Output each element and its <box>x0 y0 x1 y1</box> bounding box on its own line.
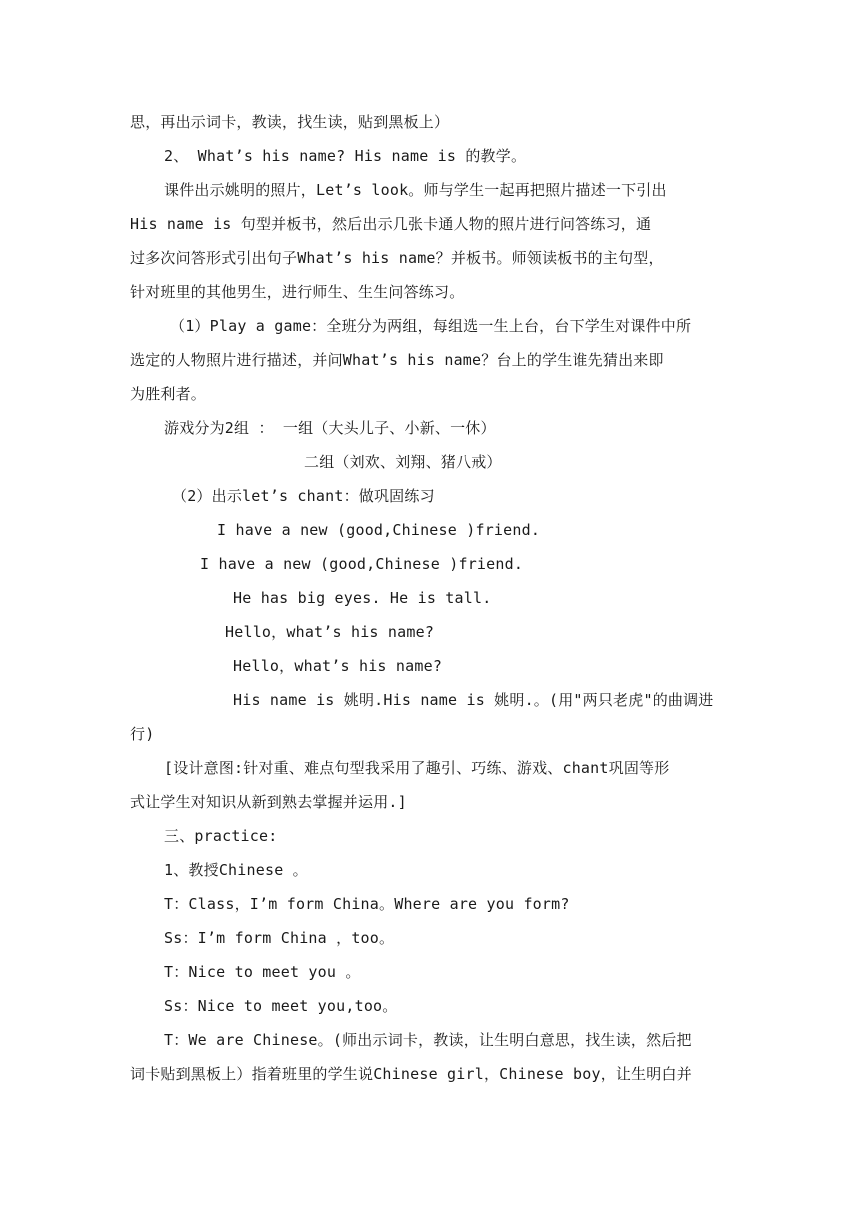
text-line: 针对班里的其他男生，进行师生、生生问答练习。 <box>130 283 465 301</box>
text-line: T：Class，I’m form China。Where are you form? <box>164 895 570 913</box>
text-line: 课件出示姚明的照片，Let’s look。师与学生一起再把照片描述一下引出 <box>164 181 667 199</box>
text-line: 思，再出示词卡，教读，找生读，贴到黑板上） <box>130 113 450 131</box>
text-line: （2）出示let’s chant：做巩固练习 <box>172 487 435 505</box>
text-line: 词卡贴到黑板上）指着班里的学生说Chinese girl，Chinese boy，让生明白并 <box>130 1065 692 1083</box>
text-line: His name is 姚明.His name is 姚明.。(用"两只老虎"的曲调进 <box>233 691 714 709</box>
text-line: 式让学生对知识从新到熟去掌握并运用.] <box>130 793 407 811</box>
text-line: 游戏分为2组 ： 一组（大头儿子、小新、一休） <box>164 419 496 437</box>
text-line: 1、教授Chinese 。 <box>164 861 308 879</box>
text-line: Ss：I’m form China ，too。 <box>164 929 395 947</box>
text-line: （1）Play a game：全班分为两组，每组选一生上台，台下学生对课件中所 <box>170 317 692 335</box>
text-line: 选定的人物照片进行描述，并问What’s his name？台上的学生谁先猜出来即 <box>130 351 664 369</box>
text-line: 二组（刘欢、刘翔、猪八戒） <box>304 453 502 471</box>
text-line: I have a new (good,Chinese )friend. <box>200 555 524 573</box>
text-line: 行) <box>130 725 155 743</box>
text-line: [设计意图:针对重、难点句型我采用了趣引、巧练、游戏、chant巩固等形 <box>164 759 670 777</box>
text-line: He has big eyes. He is tall. <box>233 589 492 607</box>
text-line: 过多次问答形式引出句子What’s his name？并板书。师领读板书的主句型， <box>130 249 664 267</box>
text-line: T：We are Chinese。(师出示词卡，教读，让生明白意思，找生读，然后把 <box>164 1031 692 1049</box>
text-line: 为胜利者。 <box>130 385 207 403</box>
text-line: 2、 What’s his name? His name is 的教学。 <box>164 147 527 165</box>
text-line: I have a new (good,Chinese )friend. <box>217 521 541 539</box>
text-line: 三、practice: <box>164 827 278 845</box>
text-line: His name is 句型并板书，然后出示几张卡通人物的照片进行问答练习，通 <box>130 215 652 233</box>
text-line: Hello，what’s his name? <box>233 657 443 675</box>
text-line: Ss：Nice to meet you,too。 <box>164 997 398 1015</box>
text-line: Hello，what’s his name? <box>225 623 435 641</box>
text-line: T：Nice to meet you 。 <box>164 963 361 981</box>
